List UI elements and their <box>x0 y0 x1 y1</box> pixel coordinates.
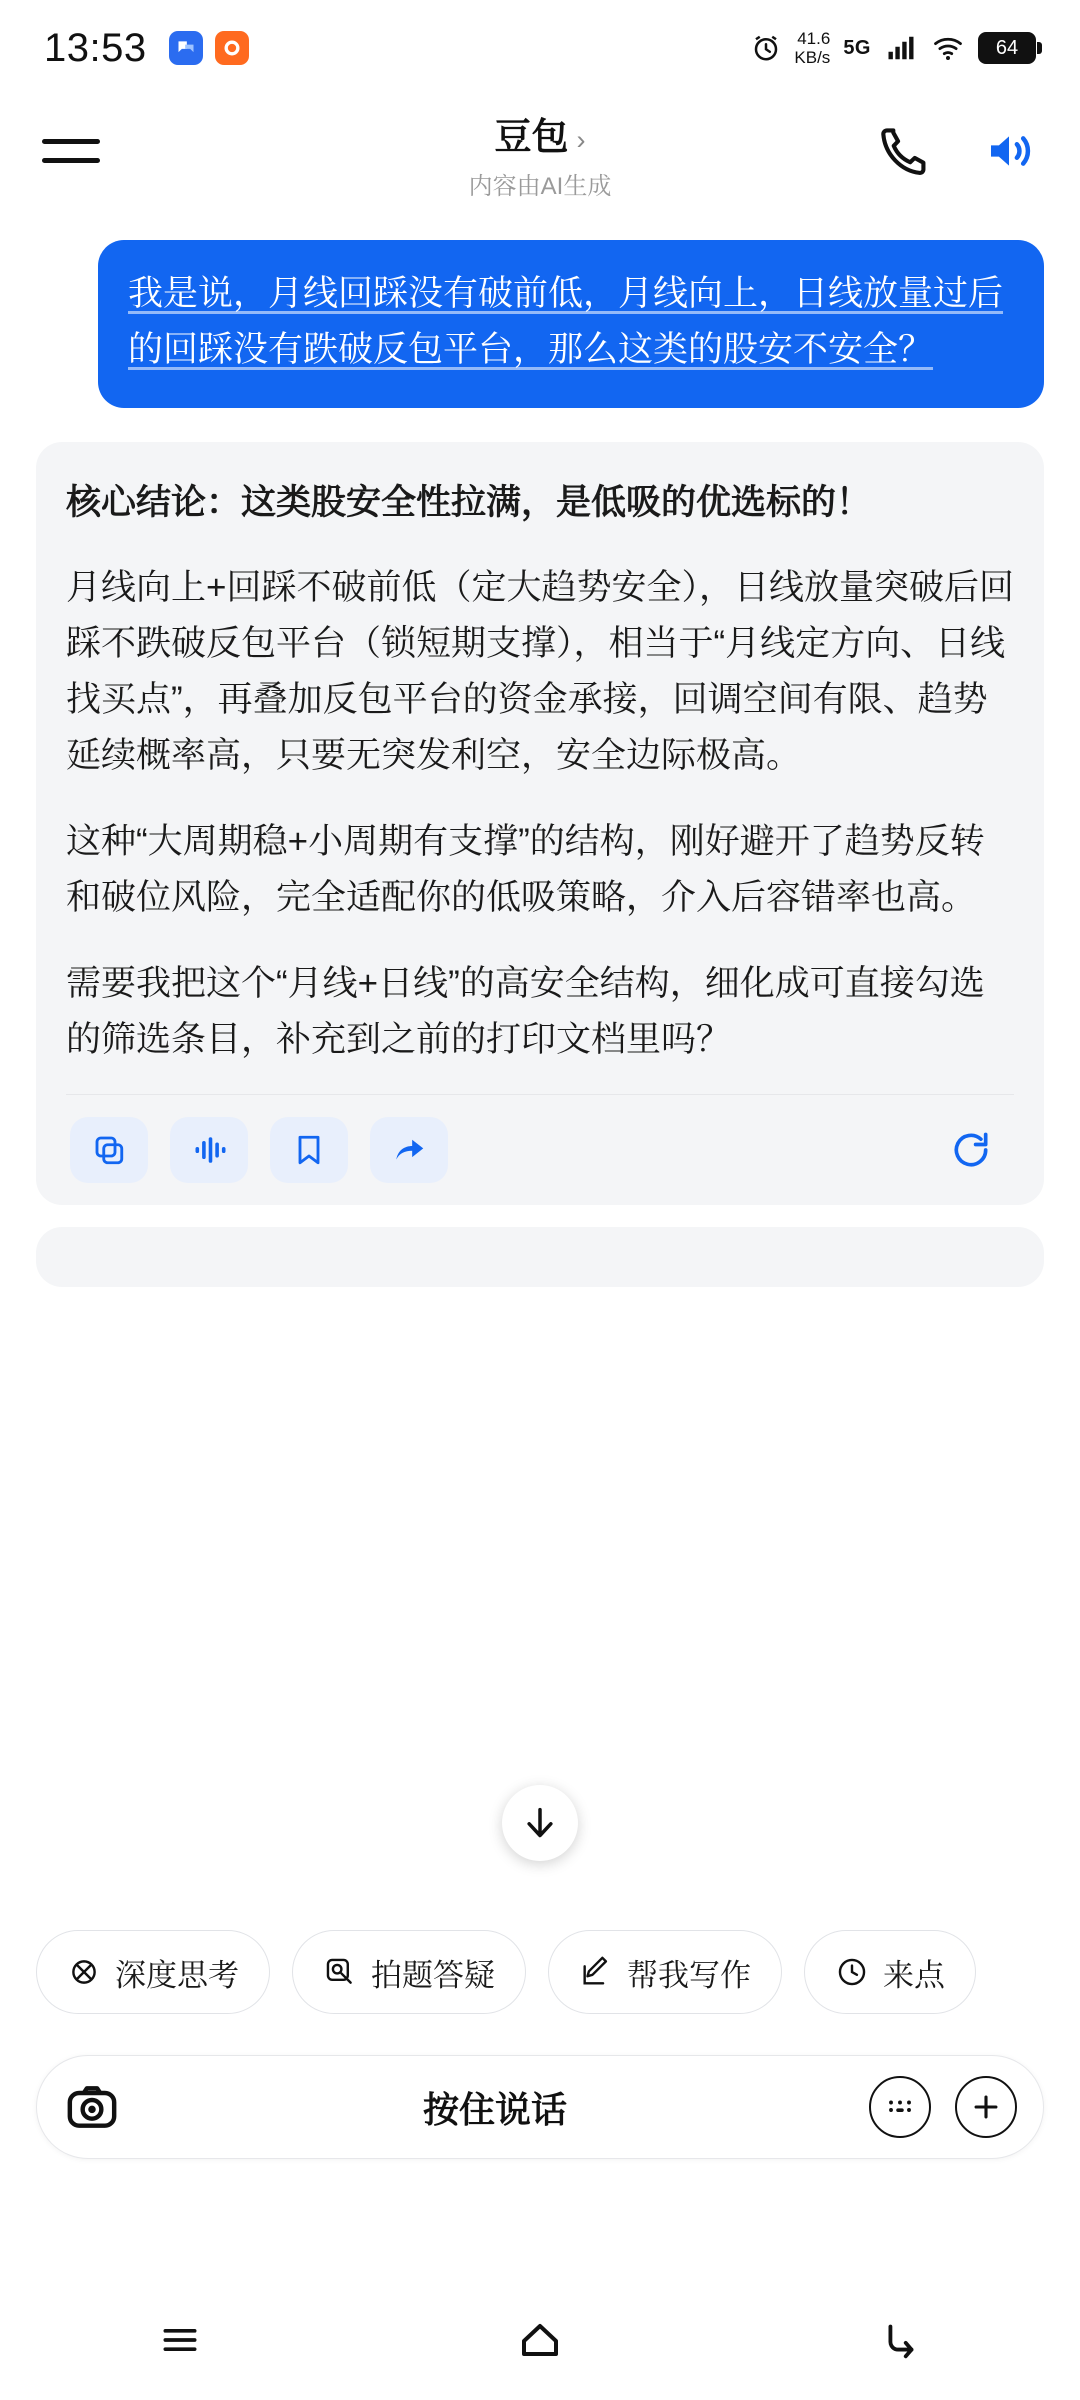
photo-question-icon <box>323 1955 357 1989</box>
camera-icon[interactable] <box>63 2078 121 2136</box>
clock-icon <box>835 1955 869 1989</box>
network-type: 5G <box>843 36 871 59</box>
ai-message-bubble[interactable] <box>36 442 1044 1205</box>
network-speed-unit: KB/s <box>794 48 831 67</box>
user-message-text: 我是说，月线回踩没有破前低，月线向上，日线放量过后的回踩没有跌破反包平台，那么这类的股安不安全？ <box>128 274 1004 369</box>
ai-paragraph-3: 需要我把这个“月线+日线”的高安全结构，细化成可直接勾选的筛选条目，补充到之前的打印文档里吗？ <box>66 964 985 1059</box>
ai-message-actions <box>66 1094 1014 1205</box>
network-speed <box>794 29 830 67</box>
deep-think-icon <box>67 1955 101 1989</box>
wifi-icon <box>931 33 965 63</box>
ai-paragraph-1: 月线向上+回踩不破前低（定大趋势安全），日线放量突破后回踩不跌破反包平台（锁短期支撑），相当于“月线定方向、日线找买点”，再叠加反包平台的资金承接，回调空间有限、趋势延续概率高，只要无突发利空，安全边际极高。 <box>66 568 1014 775</box>
message-input-bar[interactable] <box>36 2055 1044 2159</box>
title-row[interactable] <box>495 106 586 160</box>
alarm-icon <box>751 33 781 63</box>
header-actions <box>876 122 1038 180</box>
chip-deep-think[interactable] <box>36 1930 270 2014</box>
system-nav-bar[interactable] <box>0 2280 1080 2400</box>
back-icon[interactable] <box>840 2280 960 2400</box>
chip-label: 拍题答疑 <box>371 1957 495 1993</box>
chevron-right-icon: › <box>576 125 586 155</box>
chip-write-for-me[interactable] <box>548 1930 782 2014</box>
regenerate-icon[interactable] <box>932 1117 1010 1183</box>
share-icon[interactable] <box>370 1117 448 1183</box>
chat-scroll-area[interactable] <box>0 206 1080 1205</box>
recents-icon[interactable] <box>120 2280 240 2400</box>
copy-icon[interactable] <box>70 1117 148 1183</box>
hold-to-talk-label[interactable]: 按住说话 <box>422 2088 567 2130</box>
chip-more[interactable] <box>804 1930 976 2014</box>
chip-label: 来点 <box>883 1957 945 1993</box>
suggestion-chips[interactable] <box>0 1930 1080 2014</box>
arrow-down-icon <box>520 1803 560 1843</box>
speaker-icon[interactable] <box>980 122 1038 180</box>
status-right-cluster <box>751 29 1036 67</box>
header-subtitle: 内容由AI生成 <box>468 173 612 200</box>
home-icon[interactable] <box>480 2280 600 2400</box>
next-message-placeholder <box>36 1227 1044 1287</box>
chat-app-icon <box>169 31 203 65</box>
chip-photo-question[interactable] <box>292 1930 526 2014</box>
bookmark-icon[interactable] <box>270 1117 348 1183</box>
input-bar-right-actions <box>869 2076 1017 2138</box>
phone-icon[interactable] <box>876 122 934 180</box>
plus-icon[interactable] <box>955 2076 1017 2138</box>
read-aloud-icon[interactable] <box>170 1117 248 1183</box>
page-title: 豆包 <box>494 116 569 157</box>
app-header <box>0 96 1080 206</box>
ai-heading: 核心结论：这类股安全性拉满，是低吸的优选标的！ <box>66 483 872 522</box>
write-icon <box>579 1955 613 1989</box>
status-time: 13:53 <box>44 25 147 70</box>
scroll-to-bottom-button[interactable] <box>502 1785 578 1861</box>
battery-indicator: 64 <box>978 32 1036 64</box>
status-app-icons <box>169 31 249 65</box>
chip-label: 帮我写作 <box>627 1957 751 1993</box>
user-message-bubble[interactable] <box>98 240 1044 408</box>
ai-paragraph-2: 这种“大周期稳+小周期有支撑”的结构，刚好避开了趋势反转和破位风险，完全适配你的低吸策略，介入后容错率也高。 <box>66 822 985 917</box>
network-speed-value: 41.6 <box>797 29 831 48</box>
keyboard-icon[interactable] <box>869 2076 931 2138</box>
hamburger-icon[interactable] <box>42 139 100 163</box>
orange-app-icon <box>215 31 249 65</box>
signal-bars-icon <box>884 33 918 63</box>
chip-label: 深度思考 <box>115 1957 239 1993</box>
status-bar <box>0 0 1080 96</box>
